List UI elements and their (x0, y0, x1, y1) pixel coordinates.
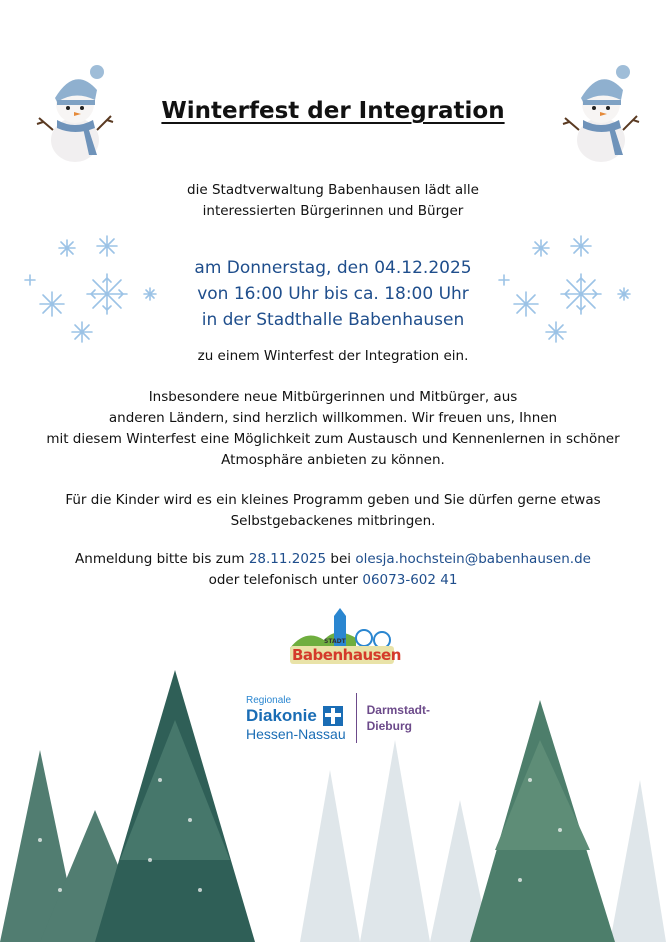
welcome-paragraph (0, 387, 666, 471)
event-details (0, 255, 666, 333)
diakonie-name-label: Diakonie (246, 705, 317, 725)
diakonie-region-label: Hessen-Nassau (246, 725, 346, 742)
welcome-line: anderen Ländern, sind herzlich willkommen. Wir freuen uns, Ihnen (108, 410, 558, 426)
invitation-line-1: die Stadtverwaltung Babenhausen lädt alle (187, 182, 479, 198)
registration-email-link[interactable]: olesja.hochstein@babenhausen.de (355, 551, 591, 567)
welcome-line: mit diesem Winterfest eine Möglichkeit zum Austausch und Kennenlernen in schöner (46, 431, 620, 447)
title-container (0, 98, 666, 124)
district-line-2: Dieburg (366, 719, 412, 733)
diakonie-regional-label: Regionale (246, 694, 292, 706)
stadt-label: STADT (324, 638, 346, 645)
phone-number: 06073-602 41 (362, 572, 458, 588)
phone-prefix: oder telefonisch unter (208, 572, 363, 588)
event-date: am Donnerstag, den 04.12.2025 (194, 258, 472, 278)
invitation-end: zu einem Winterfest der Integration ein. (197, 348, 469, 364)
event-place: in der Stadthalle Babenhausen (201, 310, 465, 330)
children-line: Selbstgebackenes mitbringen. (230, 513, 436, 529)
event-time: von 16:00 Uhr bis ca. 18:00 Uhr (197, 284, 469, 304)
district-line-1: Darmstadt- (366, 703, 430, 717)
invitation-line-2: interessierten Bürgerinnen und Bürger (202, 203, 464, 219)
stadt-name-label: Babenhausen (292, 646, 401, 664)
page-title: Winterfest der Integration (161, 98, 505, 124)
children-line: Für die Kinder wird es ein kleines Programm geben und Sie dürfen gerne etwas (65, 492, 601, 508)
registration-line-1 (0, 549, 666, 570)
invitation-text (0, 180, 666, 222)
winter-trees-illustration (0, 660, 666, 942)
registration-info (0, 549, 666, 591)
registration-line-2 (0, 570, 666, 591)
welcome-line: Atmosphäre anbieten zu können. (221, 452, 445, 468)
welcome-line: Insbesondere neue Mitbürgerinnen und Mitbürger, aus (148, 389, 518, 405)
registration-by: bei (326, 551, 356, 567)
registration-prefix: Anmeldung bitte bis zum (75, 551, 249, 567)
registration-deadline: 28.11.2025 (248, 551, 327, 567)
children-paragraph (0, 490, 666, 532)
